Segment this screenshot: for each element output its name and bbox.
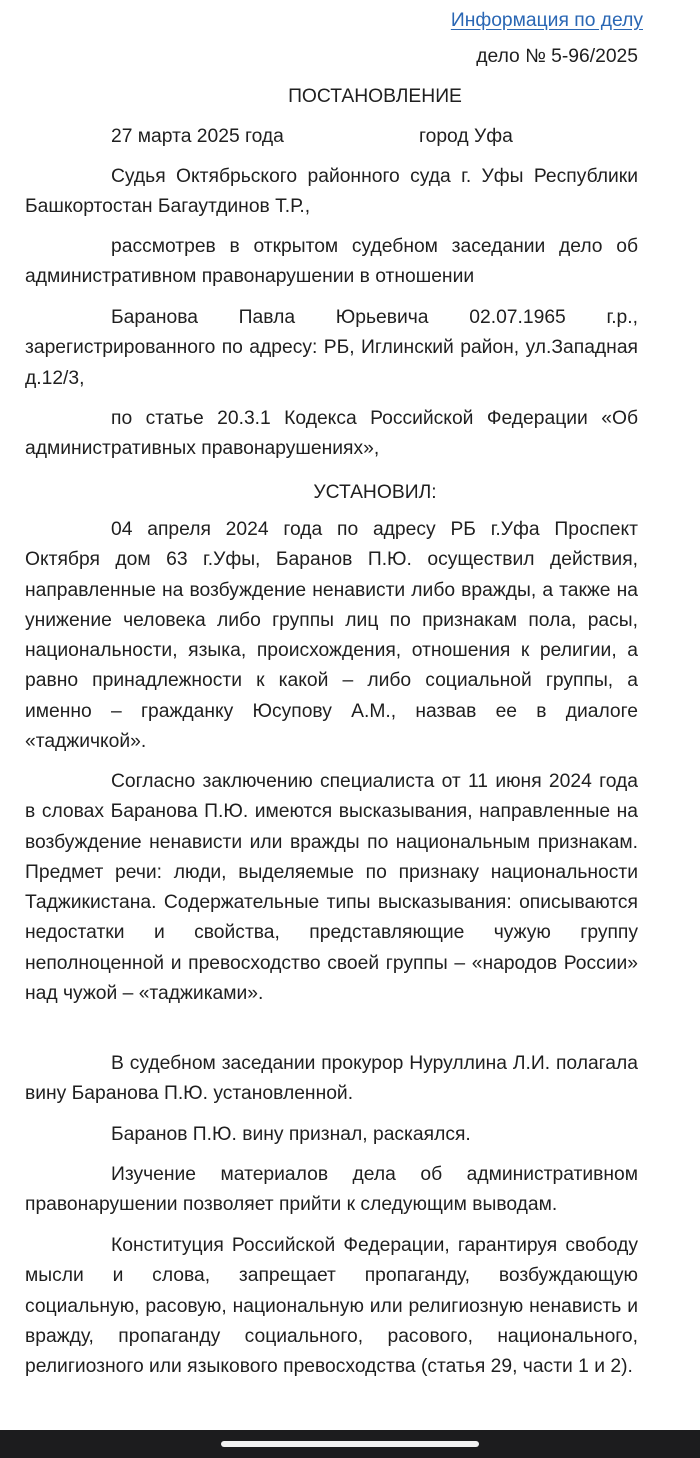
date-city-line [111, 124, 513, 150]
body-paragraph-6: Конституция Российской Федерации, гарантируя свободу мысли и слова, запрещает пропаганду, возбуждающую социальную, расовую, национальную или религиозную ненависть и вражду, пропаганду социального, расового, национального, религиозного или языкового превосходства (статья 29, части 1 и 2). [25, 1235, 638, 1378]
body-paragraph-3: В судебном заседании прокурор Нуруллина Л.И. полагала вину Баранова П.Ю. установленной. [25, 1053, 638, 1105]
document-title: ПОСТАНОВЛЕНИЕ [288, 86, 462, 107]
case-info-link[interactable]: Информация по делу [450, 10, 643, 31]
document-date: 27 марта 2025 года [111, 126, 284, 147]
body-paragraph-1: 04 апреля 2024 года по адресу РБ г.Уфа Проспект Октября дом 63 г.Уфы, Баранов П.Ю. осуществил действия, направленные на возбуждение ненависти либо вражды, а также на унижение человека либо группы лиц по признакам пола, расы, национальности, языка, происхождения, отношения к религии, а равно принадлежности к какой – либо социальной группы, а именно – гражданку Юсупову А.М., назвав ее в диалоге «таджичкой». [25, 519, 638, 753]
body-paragraph-4: Баранов П.Ю. вину признал, раскаялся. [111, 1124, 471, 1145]
judge-paragraph: Судья Октябрьского районного суда г. Уфы Республики Башкортостан Багаутдинов Т.Р., [25, 166, 638, 218]
home-indicator[interactable] [221, 1441, 479, 1447]
system-navigation-bar [0, 1430, 700, 1458]
considering-paragraph: рассмотрев в открытом судебном заседании дело об административном правонарушении в отношении [25, 236, 638, 288]
case-number: дело № 5-96/2025 [476, 46, 638, 67]
article-paragraph: по статье 20.3.1 Кодекса Российской Федерации «Об административных правонарушениях», [25, 408, 638, 460]
defendant-paragraph: Баранова Павла Юрьевича 02.07.1965 г.р., зарегистрированного по адресу: РБ, Иглинский район, ул.Западная д.12/3, [25, 307, 638, 389]
body-paragraph-2: Согласно заключению специалиста от 11 июня 2024 года в словах Баранова П.Ю. имеются высказывания, направленные на возбуждение ненависти или вражды по национальным признакам. Предмет речи: люди, выделяемые по признаку национальности Таджикистана. Содержательные типы высказывания: описываются недостатки и свойства, представляющие чужую группу неполноценной и превосходство своей группы – «народов России» над чужой – «таджиками». [25, 771, 638, 1005]
document-city: город Уфа [419, 126, 513, 147]
established-heading: УСТАНОВИЛ: [313, 482, 437, 503]
body-paragraph-5: Изучение материалов дела об административном правонарушении позволяет прийти к следующим выводам. [25, 1164, 638, 1216]
